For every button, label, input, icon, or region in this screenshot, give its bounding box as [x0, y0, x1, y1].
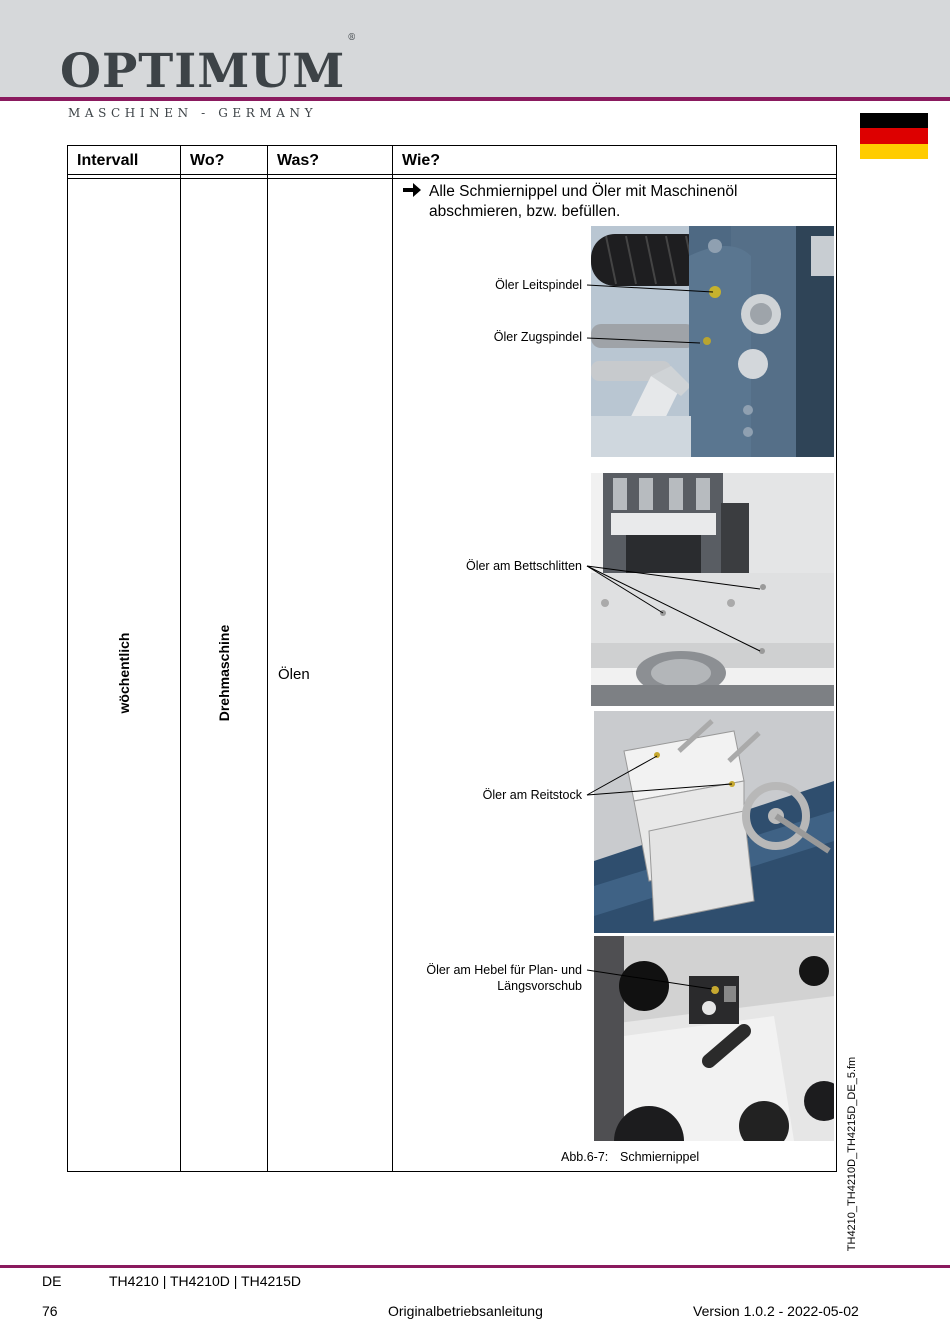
caption-text: Schmiernippel	[620, 1150, 700, 1164]
photo-leitspindel	[591, 226, 834, 457]
callout-hebel-line2: Längsvorschub	[497, 979, 582, 993]
flag-stripe-black	[860, 113, 928, 128]
photo-hebel	[594, 936, 834, 1141]
callout-zugspindel: Öler Zugspindel	[493, 330, 582, 344]
header-divider	[68, 174, 836, 175]
cell-wo: Drehmaschine	[216, 624, 232, 722]
callout-leitspindel: Öler Leitspindel	[495, 278, 582, 292]
callout-reitstock: Öler am Reitstock	[482, 788, 582, 802]
photo-bettschlitten	[591, 473, 834, 706]
column-divider	[267, 146, 268, 1171]
header-wie: Wie?	[402, 152, 441, 169]
flag-stripe-red	[860, 128, 928, 143]
footer-rule	[0, 1265, 950, 1268]
header-divider	[68, 178, 836, 179]
cell-intervall: wöchentlich	[116, 632, 132, 714]
caption-number: Abb.6-7:	[561, 1150, 609, 1164]
logo-text: OPTIMUM	[60, 44, 346, 99]
photo-reitstock	[594, 711, 834, 933]
logo-mark: ®	[347, 33, 358, 44]
german-flag-icon	[860, 113, 928, 159]
footer-doc-type: Originalbetriebsanleitung	[388, 1303, 543, 1319]
header-was: Was?	[277, 152, 320, 169]
instruction-text: Alle Schmiernippel und Öler mit Maschinenöl abschmieren, bzw. befüllen.	[429, 183, 738, 220]
callout-bettschlitten: Öler am Bettschlitten	[465, 559, 582, 573]
brand-logo	[60, 33, 358, 99]
footer-language: DE	[42, 1273, 62, 1289]
arrow-right-icon	[402, 182, 422, 204]
callout-hebel-line1: Öler am Hebel für Plan- und	[426, 963, 582, 977]
flag-stripe-gold	[860, 144, 928, 159]
footer-page-number: 76	[42, 1303, 58, 1319]
side-filename: TH4210_TH4210D_TH4215D_DE_5.fm	[846, 1056, 858, 1252]
cell-was: Ölen	[278, 666, 310, 683]
header-intervall: Intervall	[77, 152, 139, 169]
column-divider	[392, 146, 393, 1171]
footer-models: TH4210 | TH4210D | TH4215D	[109, 1273, 301, 1289]
logo-subtext: MASCHINEN - GERMANY	[68, 106, 318, 120]
instruction	[402, 182, 812, 222]
footer-version: Version 1.0.2 - 2022-05-02	[693, 1303, 859, 1319]
header-wo: Wo?	[190, 152, 225, 169]
column-divider	[180, 146, 181, 1171]
